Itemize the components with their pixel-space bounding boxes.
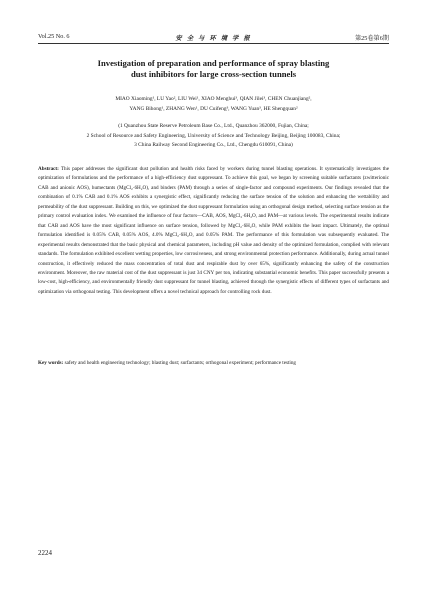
- affiliation-3: 3 China Railway Second Engineering Co., Ltd., Chengdu 610091, China): [134, 142, 293, 149]
- affiliation-1: (1 Quanzhou State Reserve Petroleum Base Co., Ltd., Quanzhou 362000, Fujian, China;: [118, 123, 309, 129]
- abstract: [38, 165, 389, 297]
- keywords-text: safety and health engineering technology; blasting dust; surfactants; orthogonal experiment; performance testing: [64, 360, 296, 366]
- authors-line-1: MIAO Xiaoming¹, LU Yao², LIU Wei¹, XIAO Menghui³, QIAN Jilei³, CHEN Chuanjiang²,: [115, 96, 312, 102]
- volume-issue-chinese: 第25卷第6期: [354, 35, 389, 42]
- authors-line-2: YANG Bihong¹, ZHANG Wen¹, DU Cuifeng³, WANG Yuan³, HE Shengquan²: [129, 106, 298, 112]
- header-divider: [38, 43, 389, 44]
- author-list: [50, 94, 377, 114]
- keywords: [38, 359, 389, 368]
- abstract-label: Abstract:: [38, 166, 59, 172]
- volume-issue: Vol.25 No. 6: [38, 33, 70, 40]
- journal-name: 安 全 与 环 境 学 报: [175, 35, 252, 42]
- title-line-1: Investigation of preparation and performance of spray blasting: [97, 58, 330, 68]
- page-number: 2224: [38, 549, 52, 557]
- keywords-label: Key words:: [38, 360, 64, 366]
- affiliations: [50, 122, 377, 151]
- abstract-text: This paper addresses the significant dust pollution and health risks faced by workers during tunnel blasting operations. It systematically investigates the optimization of formulations and the performance of a high-efficiency dust suppressant. To achieve this goal, we began by screening suitable surfactants (zwitterionic CAB and anionic AOS), humectants (MgCl₂·6H₂O), and binders (PAM) through a series of single-factor and compound experiments. Our findings revealed that the combination of 0.1% CAB and 0.1% AOS exhibits a synergistic effect, significantly reducing the surface tension of the solution and enhancing the wettability and permeability of the dust suppressant. Building on this, we optimized the dust suppressant formulation using an orthogonal design method, selecting surface tension as the primary control evaluation index. We examined the influence of four factors—CAB, AOS, MgCl₂·6H₂O, and PAM—at various levels. The experimental results indicate that CAB and AOS have the most significant influence on surface tension, followed by MgCl₂·6H₂O, while PAM exhibits the least impact. Ultimately, the optimal formulation identified is 0.05% CAB, 0.05% AOS, 4.0% MgCl₂·6H₂O, and 0.05% PAM. The performance of this formulation was subsequently evaluated. The experimental results demonstrated that the basic physical and chemical parameters, including pH value and density of the optimized formulation, complied with relevant standards. The formulation exhibited excellent wetting properties, low corrosiveness, and strong environmental protection performance. Additionally, during actual tunnel construction, it effectively reduced the mass concentration of total dust and respirable dust by over 65%, significantly enhancing the safety of the construction environment. Moreover, the raw material cost of the dust suppressant is just 34 CNY per ton, indicating substantial economic benefits. This paper successfully presents a low-cost, high-efficiency, and environmentally friendly dust suppressant for tunnel blasting, achieved through the synergistic effects of different types of surfactants and optimization via orthogonal testing. This development offers a novel technical approach for controlling rock dust.: [38, 166, 390, 295]
- paper-title: [60, 58, 367, 80]
- affiliation-2: 2 School of Resource and Safety Engineering, University of Science and Technology Beijing, Beijing 100083, China;: [86, 132, 341, 139]
- title-line-2: dust inhibitors for large cross-section tunnels: [130, 69, 297, 79]
